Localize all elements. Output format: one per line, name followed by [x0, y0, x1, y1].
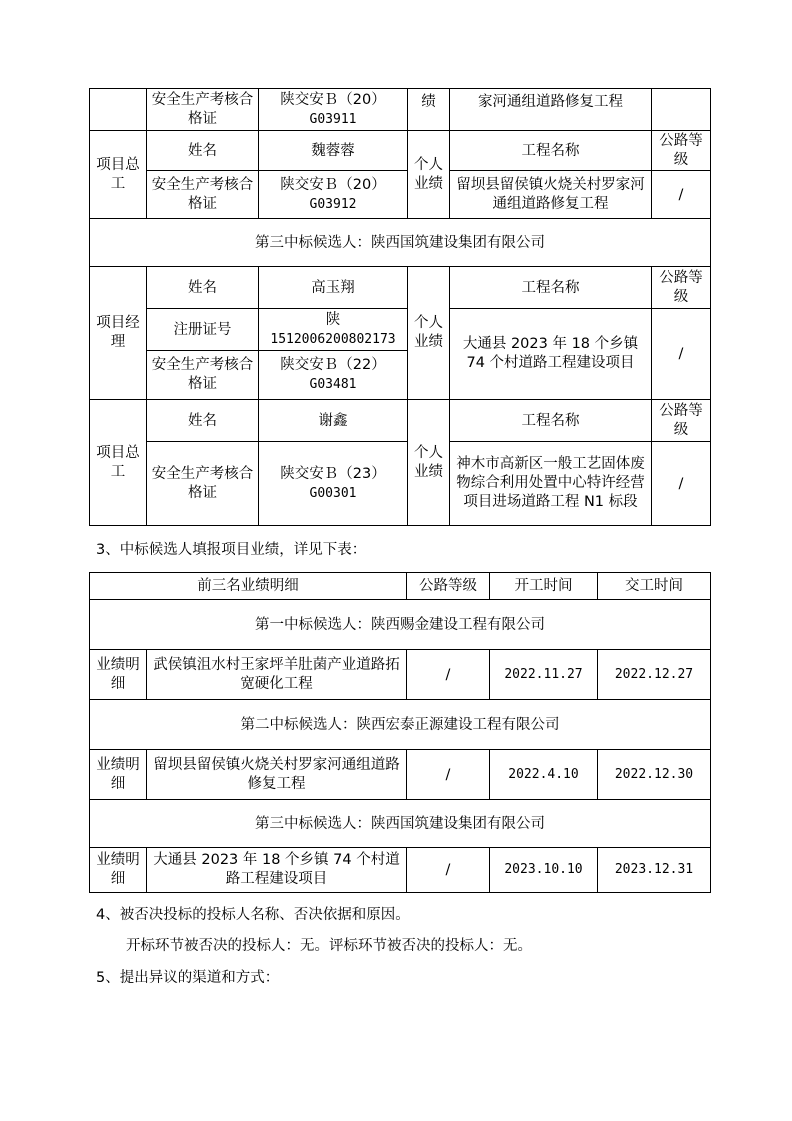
grade: /	[652, 171, 711, 219]
column-header: 前三名业绩明细	[90, 573, 407, 600]
start-date: 2022.11.27	[490, 650, 598, 700]
perf-detail-label: 业绩明细	[90, 750, 147, 800]
name-label: 姓名	[147, 267, 259, 309]
section-4-heading: 4、被否决投标的投标人名称、否决依据和原因。	[96, 907, 410, 923]
grade: /	[407, 750, 490, 800]
table-row	[90, 131, 711, 171]
candidate-header: 第二中标候选人：陕西宏泰正源建设工程有限公司	[90, 700, 711, 750]
performance-table	[89, 572, 711, 893]
grade-label: 公路等级	[652, 267, 711, 309]
end-date: 2022.12.30	[598, 750, 711, 800]
cert-number: 陕交安Ｂ（20） G03912	[259, 171, 408, 219]
grade: /	[652, 309, 711, 400]
cert-label: 安全生产考核合格证	[147, 171, 259, 219]
start-date: 2022.4.10	[490, 750, 598, 800]
column-header: 开工时间	[490, 573, 598, 600]
project-name: 神木市高新区一般工艺固体废物综合利用处置中心特许经营项目进场道路工程 N1 标段	[450, 442, 652, 526]
project-label: 工程名称	[450, 400, 652, 442]
project-label: 工程名称	[450, 267, 652, 309]
column-header: 交工时间	[598, 573, 711, 600]
table-header-row	[90, 573, 711, 600]
candidate-header: 第一中标候选人：陕西赐金建设工程有限公司	[90, 600, 711, 650]
reg-number: 陕 1512006200802173	[259, 309, 408, 351]
start-date: 2023.10.10	[490, 848, 598, 893]
perf-label: 个人业绩	[408, 267, 450, 400]
grade	[652, 89, 711, 131]
grade: /	[652, 442, 711, 526]
table-row	[90, 267, 711, 309]
end-date: 2022.12.27	[598, 650, 711, 700]
role-label: 项目总工	[90, 400, 147, 526]
grade-label: 公路等级	[652, 400, 711, 442]
grade: /	[407, 848, 490, 893]
project-name: 武侯镇沮水村王家坪羊肚菌产业道路拓宽硬化工程	[147, 650, 407, 700]
table-row	[90, 700, 711, 750]
grade-label: 公路等级	[652, 131, 711, 171]
candidate-header: 第三中标候选人：陕西国筑建设集团有限公司	[90, 219, 711, 267]
table-row	[90, 219, 711, 267]
candidate-header: 第三中标候选人：陕西国筑建设集团有限公司	[90, 800, 711, 848]
perf-detail-label: 业绩明细	[90, 848, 147, 893]
person-name: 谢鑫	[259, 400, 408, 442]
section-4-body: 开标环节被否决的投标人：无。评标环节被否决的投标人：无。	[126, 938, 532, 954]
perf-detail-label: 业绩明细	[90, 650, 147, 700]
grade: /	[407, 650, 490, 700]
perf-label: 绩	[408, 89, 450, 131]
table-row	[90, 309, 711, 351]
end-date: 2023.12.31	[598, 848, 711, 893]
project-name: 大通县 2023 年 18 个乡镇 74 个村道路工程建设项目	[147, 848, 407, 893]
cert-label: 安全生产考核合格证	[147, 351, 259, 400]
role-label: 项目经理	[90, 267, 147, 400]
reg-label: 注册证号	[147, 309, 259, 351]
project-label: 工程名称	[450, 131, 652, 171]
cert-label: 安全生产考核合格证	[147, 89, 259, 131]
person-name: 高玉翔	[259, 267, 408, 309]
project-name: 留坝县留侯镇火烧关村罗家河通组道路修复工程	[147, 750, 407, 800]
perf-label: 个人业绩	[408, 131, 450, 219]
project-name: 大通县 2023 年 18 个乡镇 74 个村道路工程建设项目	[450, 309, 652, 400]
cert-number: 陕交安Ｂ（22） G03481	[259, 351, 408, 400]
cert-number: 陕交安Ｂ（20） G03911	[259, 89, 408, 131]
name-label: 姓名	[147, 400, 259, 442]
table-row	[90, 600, 711, 650]
section-3-heading: 3、中标候选人填报项目业绩，详见下表：	[96, 542, 367, 558]
project-name: 留坝县留侯镇火烧关村罗家河通组道路修复工程	[450, 171, 652, 219]
cert-label: 安全生产考核合格证	[147, 442, 259, 526]
table-row	[90, 171, 711, 219]
table-row	[90, 89, 711, 131]
perf-label: 个人业绩	[408, 400, 450, 526]
name-label: 姓名	[147, 131, 259, 171]
project-name: 家河通组道路修复工程	[450, 89, 652, 131]
table-row	[90, 750, 711, 800]
column-header: 公路等级	[407, 573, 490, 600]
table-row	[90, 800, 711, 848]
table-row	[90, 400, 711, 442]
role-label: 项目总工	[90, 131, 147, 219]
table-row	[90, 650, 711, 700]
cert-number: 陕交安Ｂ（23） G00301	[259, 442, 408, 526]
personnel-table	[89, 88, 711, 526]
section-5-heading: 5、提出异议的渠道和方式：	[96, 970, 280, 986]
table-row	[90, 848, 711, 893]
table-row	[90, 442, 711, 526]
person-name: 魏蓉蓉	[259, 131, 408, 171]
